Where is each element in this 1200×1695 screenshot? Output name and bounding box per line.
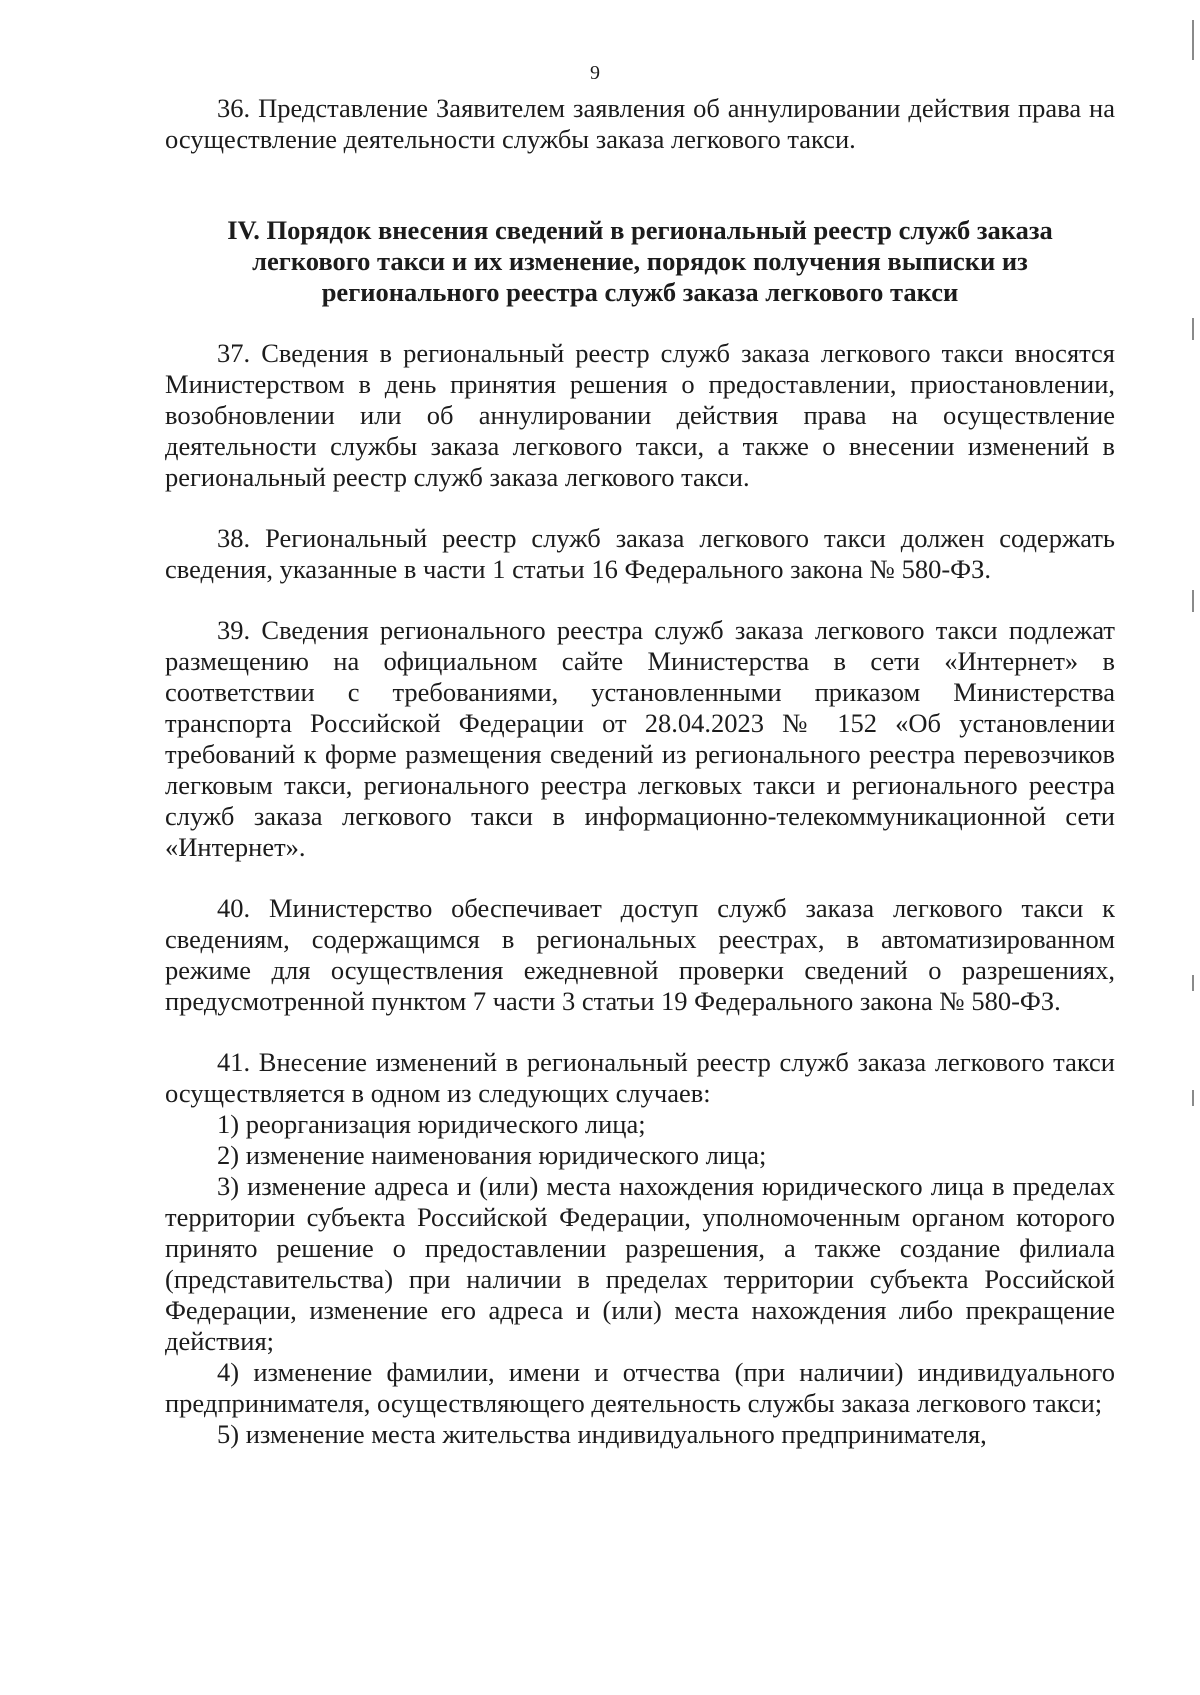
- paragraph-41: [165, 1047, 1115, 1450]
- scan-edge-mark: [1192, 975, 1194, 991]
- paragraph-41-intro: 41. Внесение изменений в региональный реестр служб заказа легкового такси осуществляется в одном из следующих случаев:: [165, 1047, 1115, 1108]
- heading-line-1: IV. Порядок внесения сведений в региональный реестр служб заказа: [227, 215, 1053, 245]
- scan-edge-mark: [1192, 318, 1194, 340]
- paragraph-36: 36. Представление Заявителем заявления об аннулировании действия права на осуществление деятельности службы заказа легкового такси.: [165, 93, 1115, 154]
- list-item: 2) изменение наименования юридического лица;: [217, 1140, 767, 1170]
- scan-edge-mark: [1192, 20, 1194, 60]
- list-item: 3) изменение адреса и (или) места нахождения юридического лица в пределах территории субъекта Российской Федерации, уполномоченным органом которого принято решение о предоставлении разрешения, а также создание филиала (представительства) при наличии в пределах территории субъекта Российской Федерации, изменение его адреса и (или) места нахождения либо прекращение действия;: [165, 1171, 1115, 1356]
- heading-line-2: легкового такси и их изменение, порядок получения выписки из: [252, 246, 1028, 276]
- section-heading: [165, 215, 1115, 308]
- list-item: 4) изменение фамилии, имени и отчества (при наличии) индивидуального предпринимателя, осуществляющего деятельность службы заказа легкового такси;: [165, 1357, 1115, 1418]
- scan-edge-mark: [1192, 1090, 1194, 1106]
- paragraph-37: 37. Сведения в региональный реестр служб заказа легкового такси вносятся Министерством в день принятия решения о предоставлении, приостановлении, возобновлении или об аннулировании действия права на осуществление деятельности службы заказа легкового такси, а также о внесении изменений в региональный реестр служб заказа легкового такси.: [165, 338, 1115, 492]
- scan-edge-mark: [1192, 590, 1194, 612]
- heading-line-3: регионального реестра служб заказа легкового такси: [321, 277, 959, 307]
- paragraph-39: 39. Сведения регионального реестра служб заказа легкового такси подлежат размещению на официальном сайте Министерства в сети «Интернет» в соответствии с требованиями, установленными приказом Министерства транспорта Российской Федерации от 28.04.2023 № 152 «Об установлении требований к форме размещения сведений из регионального реестра перевозчиков легковым такси, регионального реестра легковых такси и регионального реестра служб заказа легкового такси в информационно-телекоммуникационной сети «Интернет».: [165, 615, 1115, 862]
- list-item: 1) реорганизация юридического лица;: [217, 1109, 646, 1139]
- paragraph-40: 40. Министерство обеспечивает доступ служб заказа легкового такси к сведениям, содержащимся в региональных реестрах, в автоматизированном режиме для осуществления ежедневной проверки сведений о разрешениях, предусмотренной пунктом 7 части 3 статьи 19 Федерального закона № 580-ФЗ.: [165, 893, 1115, 1016]
- paragraph-38: 38. Региональный реестр служб заказа легкового такси должен содержать сведения, указанные в части 1 статьи 16 Федерального закона № 580-ФЗ.: [165, 523, 1115, 584]
- document-body: [165, 93, 1115, 1450]
- page-number: 9: [590, 62, 600, 84]
- list-item: 5) изменение места жительства индивидуального предпринимателя,: [217, 1419, 987, 1449]
